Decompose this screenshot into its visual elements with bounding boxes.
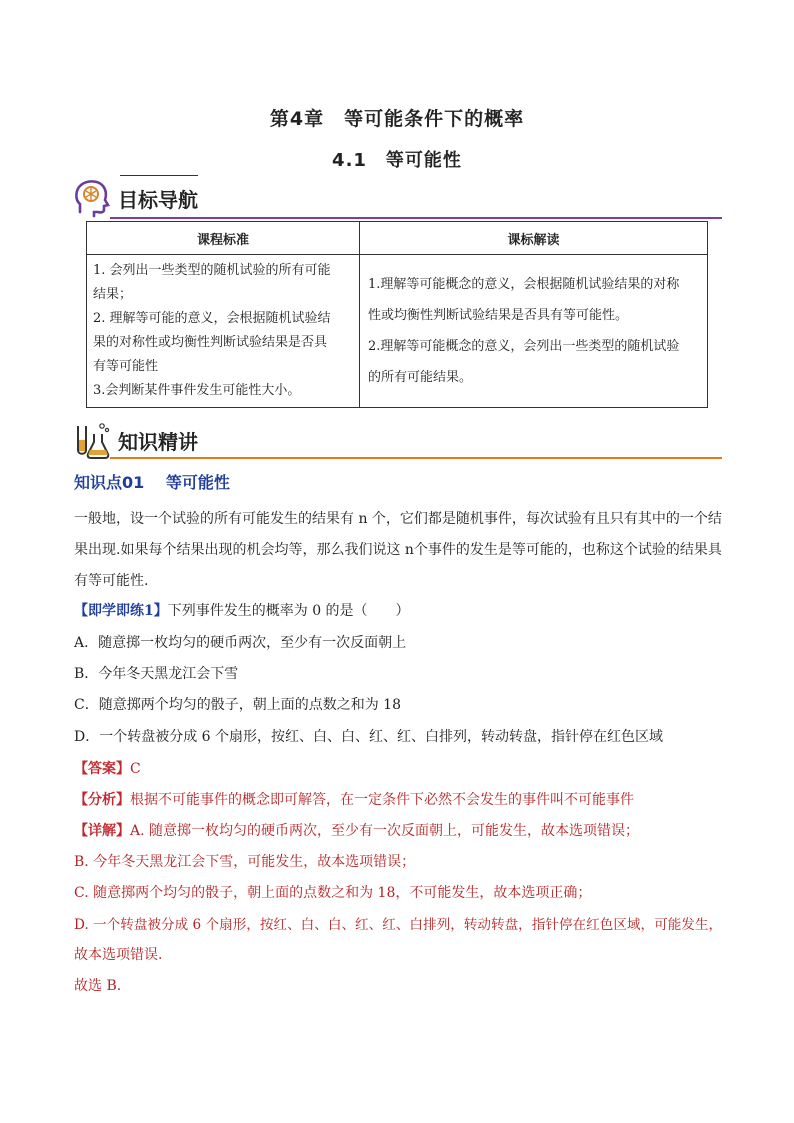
- detail-tag: 【详解】: [74, 823, 130, 839]
- section-title-knowledge: 知识精讲: [118, 430, 198, 454]
- standard-line: 1. 会列出一些类型的随机试验的所有可能: [93, 263, 331, 278]
- header-top-rule: [120, 175, 198, 176]
- conclusion: 故选 B.: [74, 978, 122, 994]
- analysis-text: 根据不可能事件的概念即可解答，在一定条件下必然不会发生的事件叫不可能事件: [130, 792, 634, 808]
- brain-head-icon: [72, 178, 112, 218]
- answer-value: C: [130, 761, 141, 777]
- standard-line: 有等可能性: [93, 359, 159, 374]
- knowledge-paragraph: [74, 504, 724, 597]
- question-text: 下列事件发生的概率为 0 的是（ ）: [167, 603, 410, 619]
- interpretation-cell: [360, 255, 708, 408]
- detail-line: D. 一个转盘被分成 6 个扇形，按红、白、白、红、红、白排列，转动转盘，指针停在红色区域，可能发生，: [74, 917, 723, 933]
- analysis-tag: 【分析】: [74, 792, 130, 808]
- interpretation-line: 的所有可能结果。: [368, 370, 473, 385]
- paragraph-line: 一般地，设一个试验的所有可能发生的结果有 n 个，它们都是随机事件，每次试验有且只有其中的一个结: [74, 511, 722, 527]
- answer-row: [74, 758, 734, 778]
- option-b: B．今年冬天黑龙江会下雪: [74, 666, 239, 682]
- detail-line: A. 随意掷一枚均匀的硬币两次，至少有一次反面朝上，可能发生，故本选项错误；: [130, 823, 640, 839]
- analysis-row: [74, 789, 734, 809]
- detail-line: 故本选项错误.: [74, 947, 163, 963]
- chapter-title: 第4章 等可能条件下的概率: [269, 108, 525, 130]
- paragraph-line: 果出现.如果每个结果出现的机会均等，那么我们说这 n个事件的发生是等可能的，也称这个试验的结果具: [74, 542, 722, 558]
- standard-line: 2. 理解等可能的意义，会根据随机试验结: [93, 311, 331, 326]
- standard-line: 结果；: [93, 287, 133, 302]
- standard-line: 果的对称性或均衡性判断试验结果是否具: [93, 335, 328, 350]
- exercise-question: [74, 600, 734, 620]
- detail-row: [74, 820, 734, 840]
- interpretation-line: 性或均衡性判断试验结果是否具有等可能性。: [368, 308, 629, 323]
- standard-cell: [87, 255, 360, 408]
- section-rule: [110, 217, 722, 219]
- option-a: A．随意掷一枚均匀的硬币两次，至少有一次反面朝上: [74, 635, 407, 651]
- knowledge-point-title: 知识点01 等可能性: [74, 473, 230, 492]
- interpretation-line: 1.理解等可能概念的意义，会根据随机试验结果的对称: [368, 277, 680, 292]
- col-header-standard: 课程标准: [87, 222, 360, 255]
- paragraph-line: 有等可能性.: [74, 573, 149, 589]
- detail-line: B. 今年冬天黑龙江会下雪，可能发生，故本选项错误；: [74, 854, 416, 870]
- exercise-tag: 【即学即练1】: [74, 603, 168, 619]
- section-header-goals: [72, 178, 722, 218]
- lab-flask-icon: [72, 420, 112, 460]
- section-title: 4.1 等可能性: [332, 150, 462, 171]
- col-header-interpretation: 课标解读: [360, 222, 708, 255]
- section-title-goals: 目标导航: [118, 188, 198, 212]
- section-header-knowledge: [72, 420, 722, 460]
- section-rule: [110, 457, 722, 459]
- option-d: D．一个转盘被分成 6 个扇形，按红、白、白、红、红、白排列，转动转盘，指针停在红色区域: [74, 729, 664, 745]
- option-c: C．随意掷两个均匀的骰子，朝上面的点数之和为 18: [74, 697, 401, 713]
- standard-line: 3.会判断某件事件发生可能性大小。: [93, 383, 301, 398]
- goals-table: [86, 221, 708, 408]
- detail-line: C. 随意掷两个均匀的骰子，朝上面的点数之和为 18，不可能发生，故本选项正确；: [74, 885, 592, 901]
- interpretation-line: 2.理解等可能概念的意义，会列出一些类型的随机试验: [368, 339, 680, 354]
- answer-tag: 【答案】: [74, 761, 130, 777]
